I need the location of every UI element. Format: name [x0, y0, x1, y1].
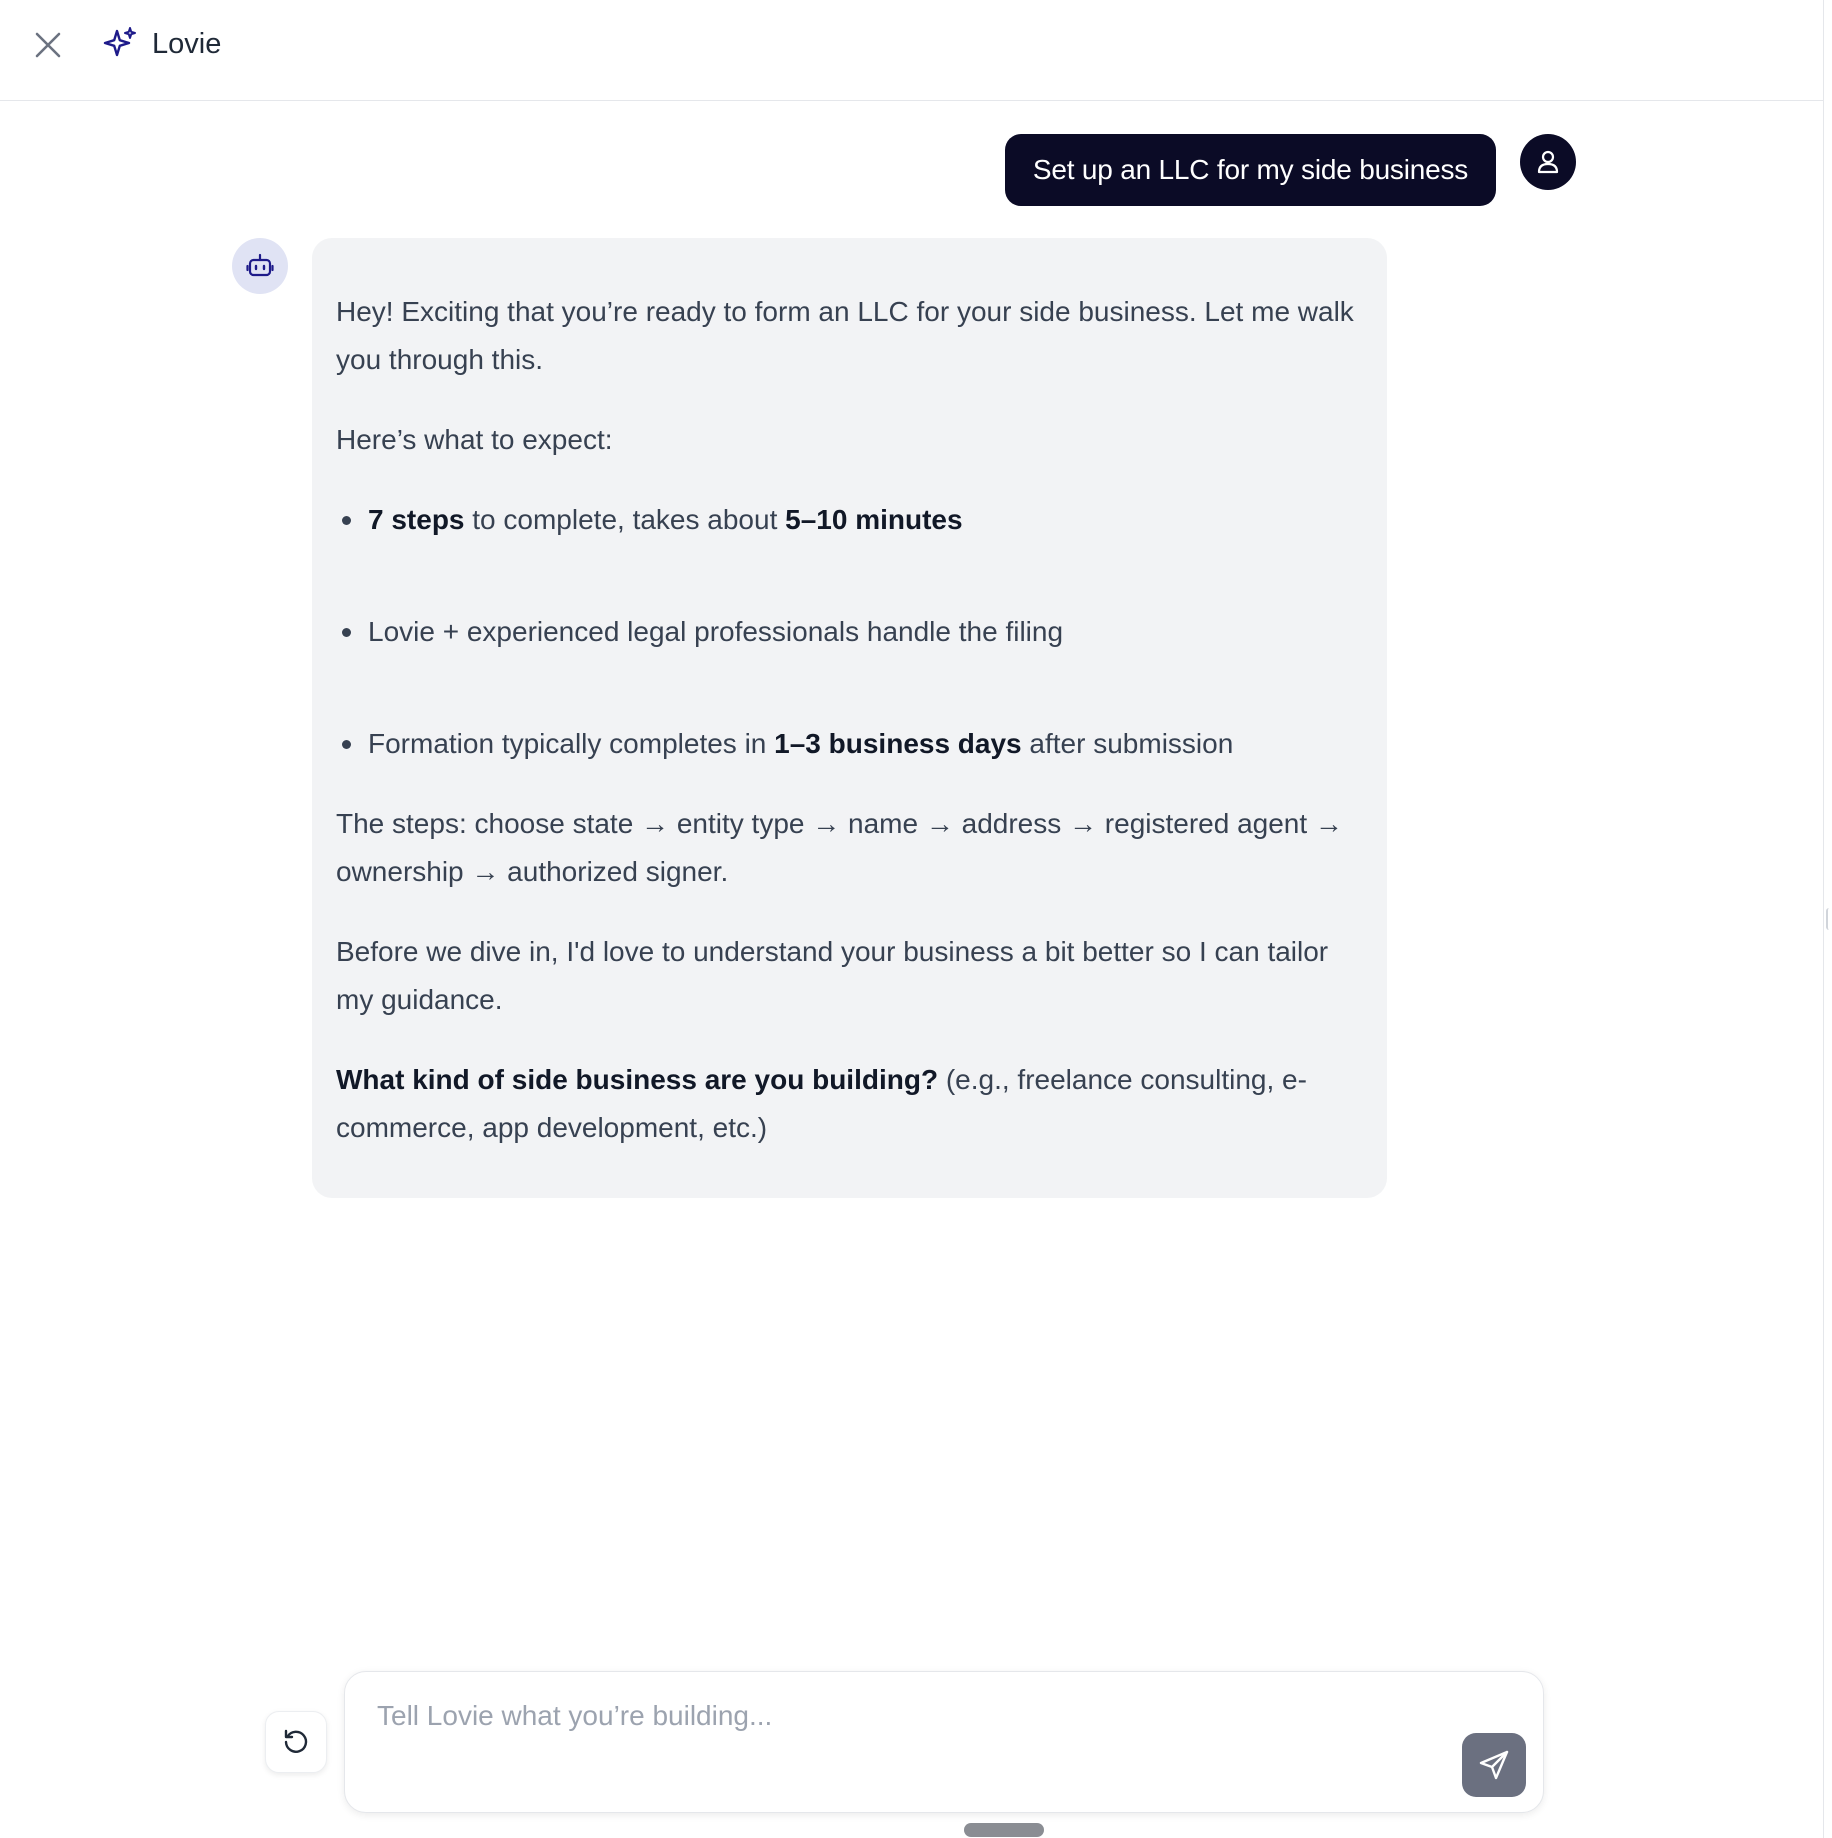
bot-avatar: [232, 238, 288, 294]
bullet-1-text: to complete, takes about: [464, 504, 786, 535]
list-item: [336, 608, 1363, 656]
panel-drag-handle[interactable]: [964, 1823, 1044, 1837]
user-message-text: Set up an LLC for my side business: [1032, 154, 1469, 185]
reset-conversation-button[interactable]: [265, 1711, 327, 1773]
user-icon: [1535, 149, 1561, 175]
bullet-3-bold-days: 1–3 business days: [774, 728, 1022, 759]
bot-steps: The steps: choose state → entity type → name → address → registered agent → ownership → authorized signer.: [336, 808, 1343, 887]
close-button[interactable]: [28, 25, 68, 65]
message-composer: [344, 1671, 1544, 1813]
bullet-dot: [342, 516, 351, 525]
bullet-3-text-start: Formation typically completes in: [368, 728, 775, 759]
bot-question-rest: (e.g., freelance consulting, e-commerce, app development, etc.): [336, 1064, 1307, 1143]
user-avatar: [1520, 134, 1576, 190]
bullet-3-text-end: after submission: [1021, 728, 1234, 759]
resize-handle[interactable]: [1826, 908, 1832, 930]
bot-before: Before we dive in, I'd love to understand your business a bit better so I can tailor my guidance.: [336, 936, 1329, 1015]
window-edge: [1823, 0, 1824, 1838]
header: [0, 0, 1823, 101]
close-icon: [33, 30, 63, 60]
bot-question-bold: What kind of side business are you building?: [336, 1064, 939, 1095]
bot-message-bubble: [312, 238, 1387, 1198]
bullet-2-text: Lovie + experienced legal professionals handle the filing: [368, 616, 1064, 647]
bullet-dot: [342, 628, 351, 637]
list-item: [336, 496, 1363, 544]
bot-expect-heading: Here’s what to expect:: [336, 424, 613, 455]
user-message-bubble: [1005, 134, 1496, 206]
bot-question: [336, 1056, 1363, 1152]
send-button[interactable]: [1462, 1733, 1526, 1797]
sparkles-icon: [102, 26, 138, 62]
robot-icon: [246, 252, 274, 280]
brand-name: Lovie: [152, 28, 222, 60]
bullet-1-bold-steps: 7 steps: [368, 504, 465, 535]
send-icon: [1478, 1749, 1510, 1781]
bullet-1-bold-duration: 5–10 minutes: [785, 504, 963, 535]
bullet-dot: [342, 740, 351, 749]
refresh-icon: [281, 1727, 311, 1757]
message-input[interactable]: [377, 1698, 1417, 1758]
bot-intro: Hey! Exciting that you’re ready to form an LLC for your side business. Let me walk you through this.: [336, 296, 1354, 375]
list-item: [336, 720, 1363, 768]
